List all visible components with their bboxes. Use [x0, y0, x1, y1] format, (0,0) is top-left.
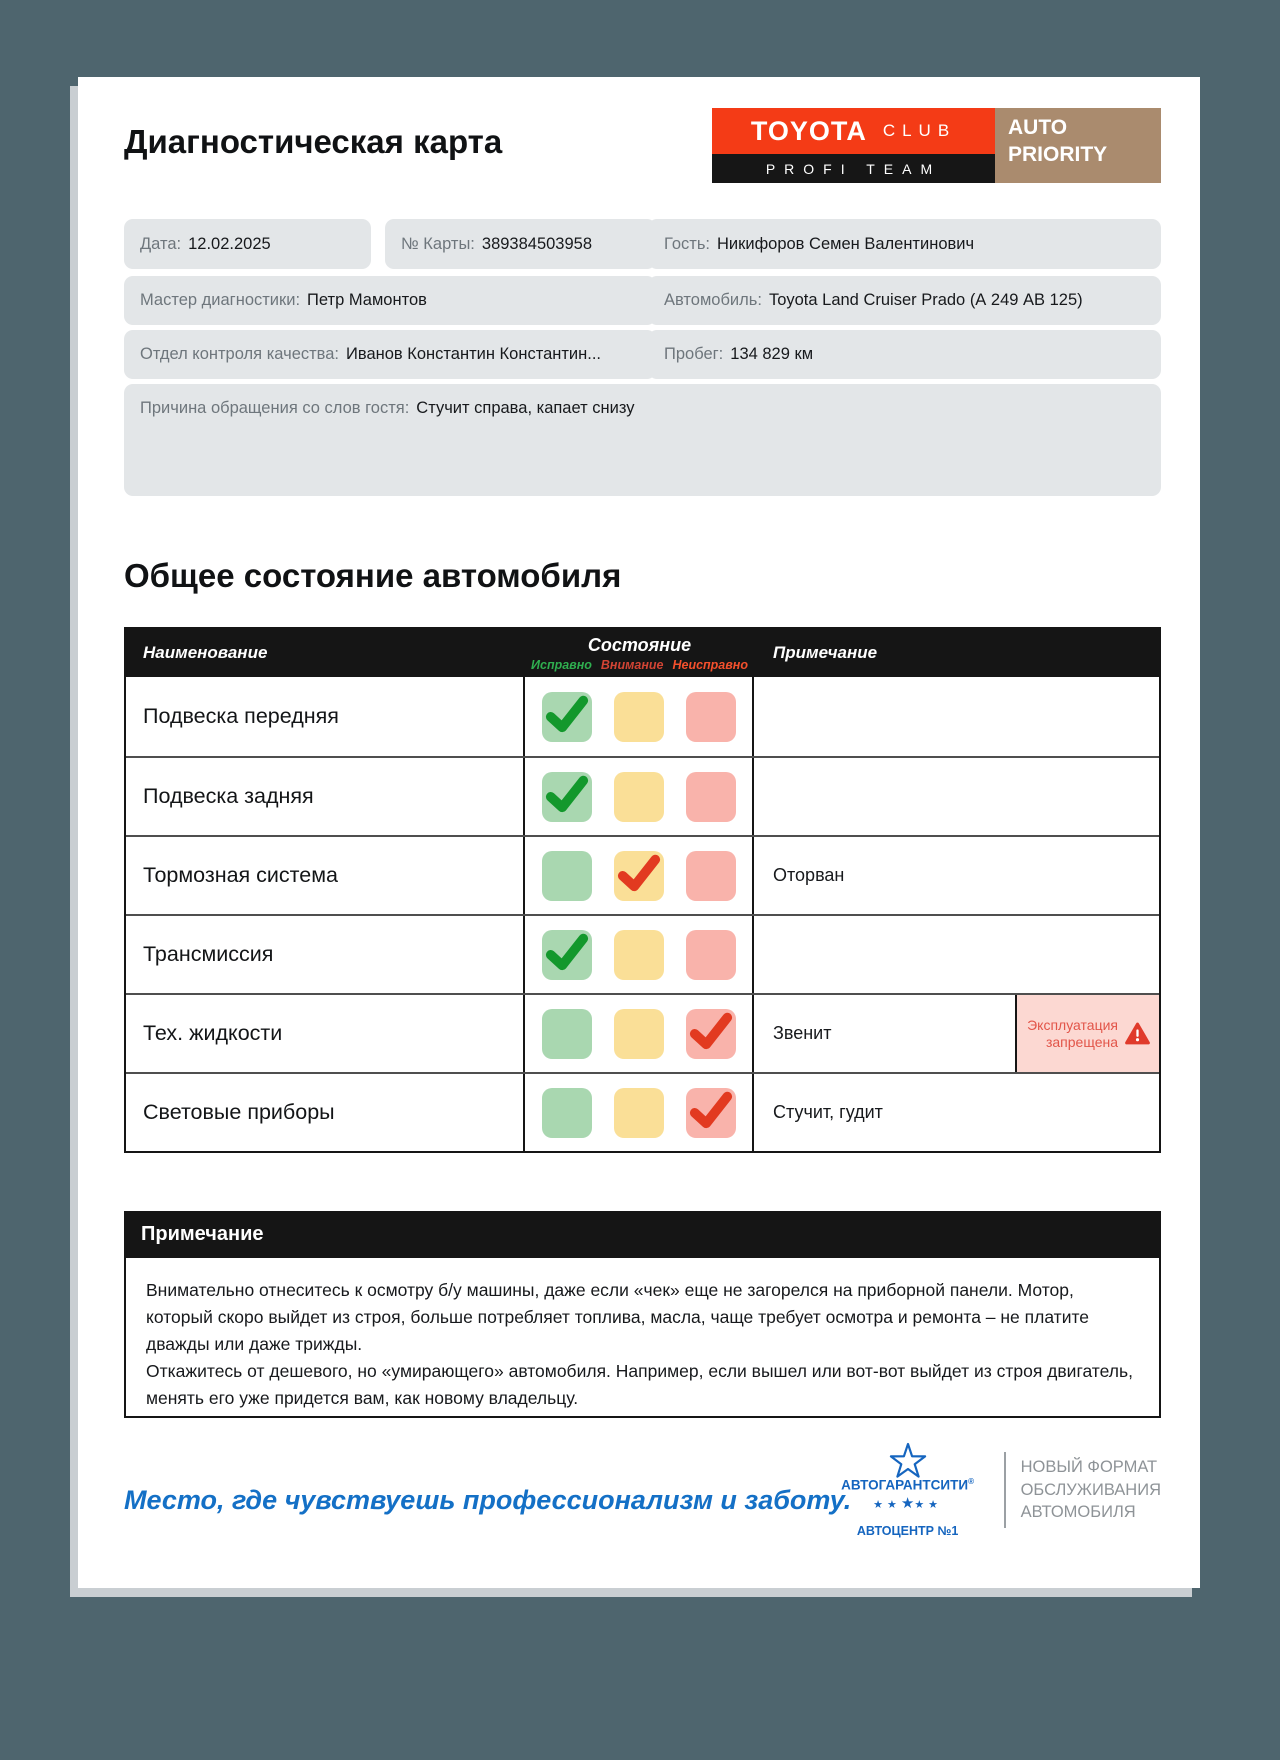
field-car — [648, 276, 1161, 325]
state-box-ok — [542, 772, 592, 822]
state-box-warn — [614, 1009, 664, 1059]
registered-mark: ® — [968, 1477, 974, 1486]
state-box-fail — [686, 772, 736, 822]
row-note — [754, 995, 1159, 1072]
badge-text: Эксплуатация запрещена — [1027, 1017, 1118, 1050]
row-note — [754, 758, 1159, 835]
star-icon — [827, 1442, 989, 1480]
field-car-value: Toyota Land Cruiser Prado (А 249 АВ 125) — [768, 291, 1083, 309]
row-state-cell — [525, 837, 754, 914]
state-box-warn — [614, 692, 664, 742]
field-car-label: Автомобиль: — [664, 291, 762, 309]
state-box-fail — [686, 851, 736, 901]
check-icon — [544, 770, 590, 816]
check-icon — [544, 690, 590, 736]
row-note: Оторван — [773, 865, 845, 885]
column-header-name: Наименование — [143, 643, 268, 662]
row-state-cell — [525, 1074, 754, 1151]
field-reason-value: Стучит справа, капает снизу — [416, 399, 635, 417]
check-icon — [688, 1007, 734, 1053]
table-row — [126, 993, 1159, 1072]
auto-priority-line2: PRIORITY — [1008, 142, 1108, 166]
field-card-number — [385, 219, 656, 269]
column-header-state — [525, 629, 754, 677]
row-state-cell — [525, 677, 754, 756]
table-row — [126, 756, 1159, 835]
state-box-ok — [542, 1009, 592, 1059]
row-note: Стучит, гудит — [773, 1102, 883, 1122]
state-box-warn — [614, 930, 664, 980]
field-mileage — [648, 330, 1161, 379]
field-card-value: 389384503958 — [481, 234, 593, 253]
toyota-club-logo — [712, 108, 995, 183]
state-box-fail — [686, 1088, 736, 1138]
field-guest-value: Никифоров Семен Валентинович — [717, 234, 975, 253]
toyota-club-logo-top — [712, 108, 995, 154]
row-name: Световые приборы — [126, 1074, 525, 1151]
row-name: Подвеска передняя — [126, 677, 525, 756]
state-box-fail — [686, 930, 736, 980]
document-page — [78, 77, 1200, 1588]
row-name: Трансмиссия — [126, 916, 525, 993]
footer-divider — [1004, 1452, 1006, 1528]
state-box-ok — [542, 692, 592, 742]
state-box-ok — [542, 851, 592, 901]
table-row — [126, 1072, 1159, 1151]
notes-body — [124, 1258, 1161, 1418]
state-box-ok — [542, 930, 592, 980]
field-master-value: Петр Мамонтов — [307, 291, 427, 309]
field-quality-control — [124, 330, 656, 379]
warning-icon — [1125, 1022, 1150, 1045]
field-qc-label: Отдел контроля качества: — [140, 345, 340, 363]
logo-name: АВТОГАРАНТСИТИ® — [841, 1477, 974, 1493]
state-box-warn — [614, 1088, 664, 1138]
legend-fail: Неисправно — [672, 657, 748, 672]
state-header-title: Состояние — [587, 634, 692, 655]
column-header-note: Примечание — [773, 643, 878, 662]
row-state-cell — [525, 758, 754, 835]
check-icon — [688, 1086, 734, 1132]
field-master — [124, 276, 656, 325]
state-box-warn — [614, 851, 664, 901]
footer-tagline: НОВЫЙ ФОРМАТ ОБСЛУЖИВАНИЯ АВТОМОБИЛЯ — [1020, 1458, 1161, 1521]
field-qc-value: Иванов Константин Константин... — [346, 345, 602, 363]
notes-header: Примечание — [124, 1211, 1161, 1258]
check-icon — [544, 928, 590, 974]
legend-warn: Внимание — [600, 657, 664, 672]
table-row — [126, 677, 1159, 756]
field-date-label: Дата: — [140, 234, 182, 253]
field-date-value: 12.02.2025 — [188, 234, 271, 253]
field-guest — [648, 219, 1161, 269]
field-mileage-value: 134 829 км — [730, 345, 814, 363]
row-name: Подвеска задняя — [126, 758, 525, 835]
notes-paragraph: Внимательно отнеситесь к осмотру б/у машины, даже если «чек» еще не загорелся на приборной панели. Мотор, который скоро выйдет из строя, больше потребляет топлива, масла, чаще требует осмотра и ремонта – не платите дважды или даже трижды. — [146, 1280, 1090, 1354]
stars-row-icon: ★★★★★ — [873, 1494, 943, 1512]
row-name: Тормозная система — [126, 837, 525, 914]
check-icon — [616, 849, 662, 895]
profi-team-text: PROFI TEAM — [712, 154, 995, 183]
state-legend — [531, 658, 748, 672]
avtogarantcity-logo — [827, 1442, 989, 1538]
field-reason — [124, 384, 1161, 496]
footer-logo-block — [827, 1442, 1161, 1538]
footer-slogan: Место, где чувствуешь профессионализм и заботу. — [124, 1485, 852, 1515]
section-title: Общее состояние автомобиля — [124, 557, 622, 594]
state-box-fail — [686, 1009, 736, 1059]
operation-forbidden-badge — [1015, 995, 1159, 1072]
state-box-warn — [614, 772, 664, 822]
row-state-cell — [525, 916, 754, 993]
auto-priority-line1: AUTO — [1008, 116, 1068, 139]
field-date — [124, 219, 371, 269]
row-note — [754, 916, 1159, 993]
state-box-ok — [542, 1088, 592, 1138]
field-master-label: Мастер диагностики: — [140, 291, 301, 309]
row-state-cell — [525, 995, 754, 1072]
toyota-brand-text: TOYOTA — [750, 115, 867, 146]
row-note-text: Звенит — [773, 1023, 832, 1043]
field-card-label: № Карты: — [401, 234, 475, 253]
page-title: Диагностическая карта — [124, 123, 503, 160]
condition-table — [124, 627, 1161, 1153]
row-note — [754, 677, 1159, 756]
table-row — [126, 914, 1159, 993]
toyota-club-text: CLUB — [882, 121, 957, 140]
state-box-fail — [686, 692, 736, 742]
field-mileage-label: Пробег: — [664, 345, 724, 363]
brand-logos — [712, 108, 1161, 183]
legend-ok: Исправно — [531, 657, 592, 672]
table-row — [126, 835, 1159, 914]
auto-priority-logo — [995, 108, 1161, 183]
condition-table-header — [126, 629, 1159, 677]
field-reason-label: Причина обращения со слов гостя: — [140, 399, 410, 417]
logo-subtitle: АВТОЦЕНТР №1 — [856, 1523, 959, 1538]
row-name: Тех. жидкости — [126, 995, 525, 1072]
notes-paragraph: Откажитесь от дешевого, но «умирающего» автомобиля. Например, если вышел или вот-вот выйдет из строя двигатель, менять его уже придется вам, как новому владельцу. — [146, 1360, 1133, 1408]
field-guest-label: Гость: — [664, 234, 710, 253]
